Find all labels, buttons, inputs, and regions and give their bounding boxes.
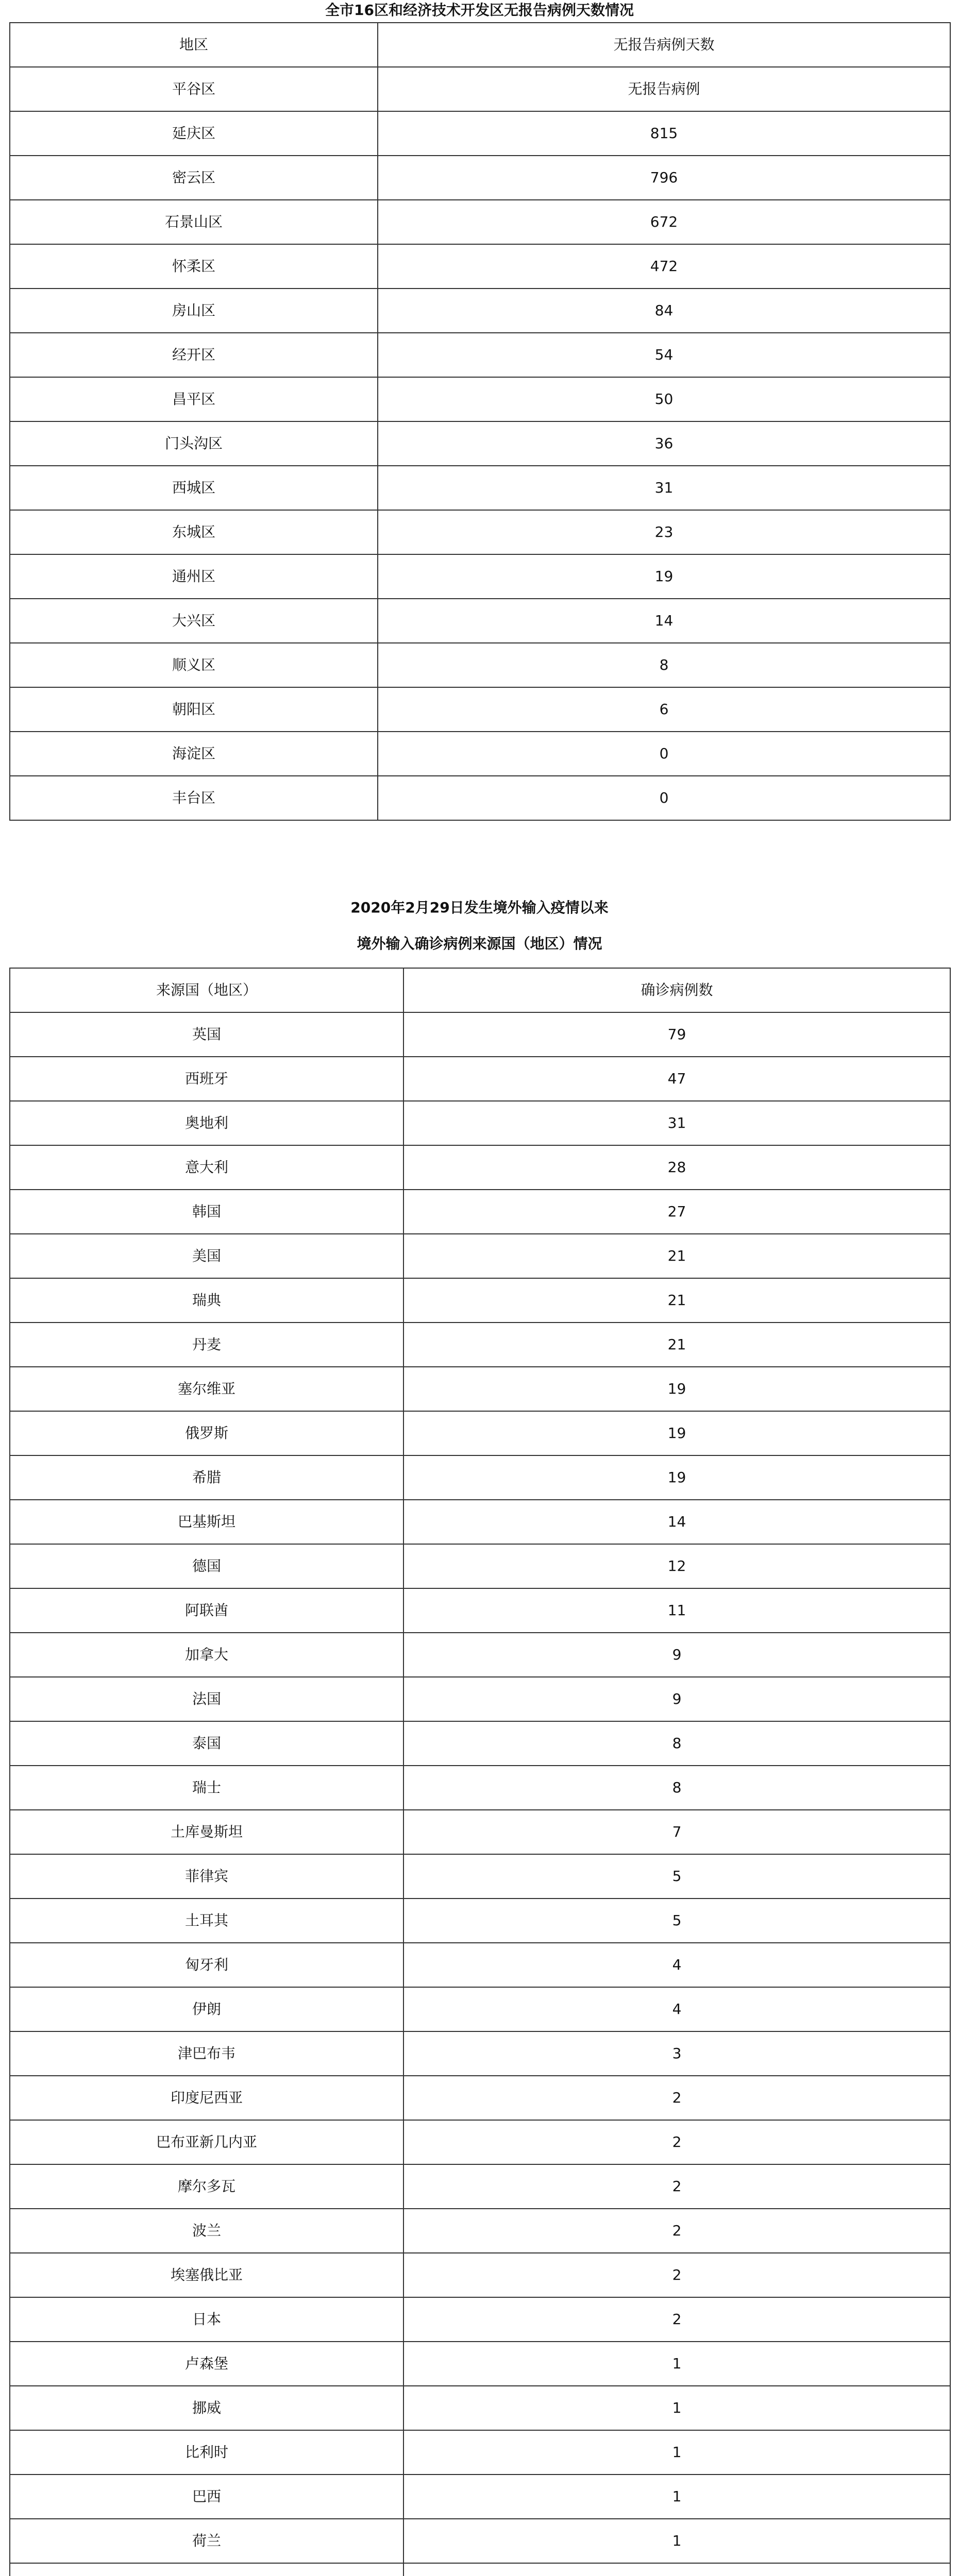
column-header-confirmed-cases: 确诊病例数 xyxy=(403,968,950,1012)
cell-value: 无报告病例 xyxy=(378,67,950,111)
district-row xyxy=(10,687,950,732)
cell-value: 4 xyxy=(403,1943,950,1987)
cell-value: 4 xyxy=(403,1987,950,2031)
cell-value: 14 xyxy=(403,1500,950,1544)
cell-value: 9 xyxy=(403,1633,950,1677)
cell-value: 84 xyxy=(378,289,950,333)
cell-name: 伊朗 xyxy=(10,1987,403,2031)
cell-value: 3 xyxy=(403,2031,950,2076)
cell-value: 31 xyxy=(378,466,950,510)
cell-name: 匈牙利 xyxy=(10,1943,403,1987)
cell-name: 希腊 xyxy=(10,1455,403,1500)
source-country-row xyxy=(10,1899,950,1943)
cell-value: 1 xyxy=(403,2475,950,2519)
district-no-case-days-table xyxy=(9,22,951,821)
district-row xyxy=(10,289,950,333)
source-country-row xyxy=(10,1234,950,1278)
cell-name: 津巴布韦 xyxy=(10,2031,403,2076)
cell-name: 通州区 xyxy=(10,554,378,599)
district-row xyxy=(10,156,950,200)
cell-value: 50 xyxy=(378,377,950,421)
cell-name: 门头沟区 xyxy=(10,421,378,466)
source-country-row xyxy=(10,1057,950,1101)
cell-value: 8 xyxy=(403,1721,950,1766)
cell-name: 延庆区 xyxy=(10,111,378,156)
cell-value: 6 xyxy=(378,687,950,732)
cell-name: 美国 xyxy=(10,1234,403,1278)
cell-name: 法国 xyxy=(10,1677,403,1721)
cell-name: 塞尔维亚 xyxy=(10,1367,403,1411)
cell-name: 荷兰 xyxy=(10,2519,403,2563)
source-country-row xyxy=(10,1101,950,1145)
source-country-row xyxy=(10,1677,950,1721)
cell-name: 西城区 xyxy=(10,466,378,510)
cell-name: 怀柔区 xyxy=(10,244,378,289)
column-header-no-case-days: 无报告病例天数 xyxy=(378,23,950,67)
source-country-row xyxy=(10,1455,950,1500)
source-country-row xyxy=(10,1987,950,2031)
district-table-title: 全市16区和经济技术开发区无报告病例天数情况 xyxy=(325,2,634,19)
cell-name: 土耳其 xyxy=(10,1899,403,1943)
column-header-source-country: 来源国（地区） xyxy=(10,968,403,1012)
cell-name: 瑞士 xyxy=(10,1766,403,1810)
source-country-row xyxy=(10,1323,950,1367)
cell-value: 1 xyxy=(403,2386,950,2430)
cell-value: 2 xyxy=(403,2253,950,2297)
district-row xyxy=(10,421,950,466)
cell-value: 31 xyxy=(403,1101,950,1145)
cell-value: 2 xyxy=(403,2076,950,2120)
cell-name: 土库曼斯坦 xyxy=(10,1810,403,1854)
column-header-district: 地区 xyxy=(10,23,378,67)
imported-cases-source-table xyxy=(9,968,951,2576)
cell-value: 23 xyxy=(378,510,950,554)
imported-cases-title-line2: 境外输入确诊病例来源国（地区）情况 xyxy=(357,935,602,952)
cell-value: 19 xyxy=(403,1411,950,1455)
cell-name: 巴布亚新几内亚 xyxy=(10,2120,403,2164)
cell-name: 泰国 xyxy=(10,1721,403,1766)
cell-name: 石景山区 xyxy=(10,200,378,244)
cell-value: 1 xyxy=(403,2342,950,2386)
cell-name: 菲律宾 xyxy=(10,1854,403,1899)
cell-value: 0 xyxy=(378,776,950,820)
cell-value: 27 xyxy=(403,1190,950,1234)
cell-name: 密云区 xyxy=(10,156,378,200)
source-country-row xyxy=(10,2164,950,2209)
cell-name: 东城区 xyxy=(10,510,378,554)
cell-name: 俄罗斯 xyxy=(10,1411,403,1455)
source-country-row xyxy=(10,2475,950,2519)
cell-value: 0 xyxy=(378,732,950,776)
cell-name: 房山区 xyxy=(10,289,378,333)
cell-value: 5 xyxy=(403,1854,950,1899)
cell-name: 平谷区 xyxy=(10,67,378,111)
cell-name: 丰台区 xyxy=(10,776,378,820)
cell-value: 79 xyxy=(403,1012,950,1057)
source-country-row xyxy=(10,2031,950,2076)
district-row xyxy=(10,244,950,289)
source-country-row xyxy=(10,1367,950,1411)
cell-name: 丹麦 xyxy=(10,1323,403,1367)
source-country-row xyxy=(10,2563,950,2576)
source-country-row xyxy=(10,1766,950,1810)
cell-name: 加拿大 xyxy=(10,1633,403,1677)
cell-name: 挪威 xyxy=(10,2386,403,2430)
cell-name: 经开区 xyxy=(10,333,378,377)
source-country-row xyxy=(10,1544,950,1588)
cell-value: 19 xyxy=(403,1367,950,1411)
cell-value: 1 xyxy=(403,2430,950,2475)
cell-value xyxy=(403,2563,950,2576)
cell-value: 1 xyxy=(403,2519,950,2563)
cell-value: 9 xyxy=(403,1677,950,1721)
cell-name: 昌平区 xyxy=(10,377,378,421)
cell-value: 8 xyxy=(378,643,950,687)
district-row xyxy=(10,111,950,156)
cell-value: 21 xyxy=(403,1323,950,1367)
cell-value: 14 xyxy=(378,599,950,643)
cell-name: 摩尔多瓦 xyxy=(10,2164,403,2209)
source-country-row xyxy=(10,1012,950,1057)
cell-name: 埃塞俄比亚 xyxy=(10,2253,403,2297)
source-country-row xyxy=(10,1411,950,1455)
district-row xyxy=(10,643,950,687)
cell-value: 47 xyxy=(403,1057,950,1101)
cell-name: 阿联酋 xyxy=(10,1588,403,1633)
source-country-row xyxy=(10,2120,950,2164)
district-row xyxy=(10,732,950,776)
cell-value: 472 xyxy=(378,244,950,289)
cell-value: 8 xyxy=(403,1766,950,1810)
cell-name: 海淀区 xyxy=(10,732,378,776)
cell-value: 2 xyxy=(403,2120,950,2164)
cell-name: 波兰 xyxy=(10,2209,403,2253)
cell-value: 796 xyxy=(378,156,950,200)
cell-value: 36 xyxy=(378,421,950,466)
district-row xyxy=(10,377,950,421)
source-country-row xyxy=(10,1145,950,1190)
district-row xyxy=(10,510,950,554)
cell-name: 德国 xyxy=(10,1544,403,1588)
source-country-row xyxy=(10,2342,950,2386)
cell-value: 11 xyxy=(403,1588,950,1633)
cell-name: 日本 xyxy=(10,2297,403,2342)
cell-name: 巴基斯坦 xyxy=(10,1500,403,1544)
cell-value: 12 xyxy=(403,1544,950,1588)
cell-value: 21 xyxy=(403,1234,950,1278)
cell-name: 卢森堡 xyxy=(10,2342,403,2386)
source-country-row xyxy=(10,1721,950,1766)
cell-name: 比利时 xyxy=(10,2430,403,2475)
cell-value: 21 xyxy=(403,1278,950,1323)
district-row xyxy=(10,200,950,244)
district-row xyxy=(10,466,950,510)
cell-value: 7 xyxy=(403,1810,950,1854)
cell-value: 815 xyxy=(378,111,950,156)
cell-name: 瑞典 xyxy=(10,1278,403,1323)
source-country-row xyxy=(10,1190,950,1234)
cell-value: 672 xyxy=(378,200,950,244)
cell-value: 5 xyxy=(403,1899,950,1943)
source-country-row xyxy=(10,1500,950,1544)
source-country-row xyxy=(10,2253,950,2297)
cell-name: 顺义区 xyxy=(10,643,378,687)
source-country-row xyxy=(10,2209,950,2253)
cell-value: 2 xyxy=(403,2297,950,2342)
cell-name: 韩国 xyxy=(10,1190,403,1234)
cell-name: 英国 xyxy=(10,1012,403,1057)
source-country-row xyxy=(10,1633,950,1677)
cell-value: 2 xyxy=(403,2164,950,2209)
cell-name: 意大利 xyxy=(10,1145,403,1190)
cell-name: 大兴区 xyxy=(10,599,378,643)
cell-name: 巴西 xyxy=(10,2475,403,2519)
cell-name: 印度尼西亚 xyxy=(10,2076,403,2120)
table-header-row xyxy=(10,23,950,67)
source-country-row xyxy=(10,1854,950,1899)
source-country-row xyxy=(10,2386,950,2430)
cell-value: 54 xyxy=(378,333,950,377)
imported-cases-title-line1: 2020年2月29日发生境外输入疫情以来 xyxy=(350,899,609,916)
cell-name: 朝阳区 xyxy=(10,687,378,732)
cell-value: 19 xyxy=(403,1455,950,1500)
source-country-row xyxy=(10,2076,950,2120)
district-row xyxy=(10,599,950,643)
source-country-row xyxy=(10,1588,950,1633)
table-header-row xyxy=(10,968,950,1012)
cell-value: 2 xyxy=(403,2209,950,2253)
source-country-row xyxy=(10,2297,950,2342)
cell-name: 西班牙 xyxy=(10,1057,403,1101)
cell-name: 奥地利 xyxy=(10,1101,403,1145)
district-row xyxy=(10,776,950,820)
cell-value: 19 xyxy=(378,554,950,599)
district-row xyxy=(10,554,950,599)
source-country-row xyxy=(10,1810,950,1854)
district-row xyxy=(10,67,950,111)
source-country-row xyxy=(10,2519,950,2563)
source-country-row xyxy=(10,1943,950,1987)
cell-value: 28 xyxy=(403,1145,950,1190)
cell-name xyxy=(10,2563,403,2576)
source-country-row xyxy=(10,2430,950,2475)
district-row xyxy=(10,333,950,377)
source-country-row xyxy=(10,1278,950,1323)
